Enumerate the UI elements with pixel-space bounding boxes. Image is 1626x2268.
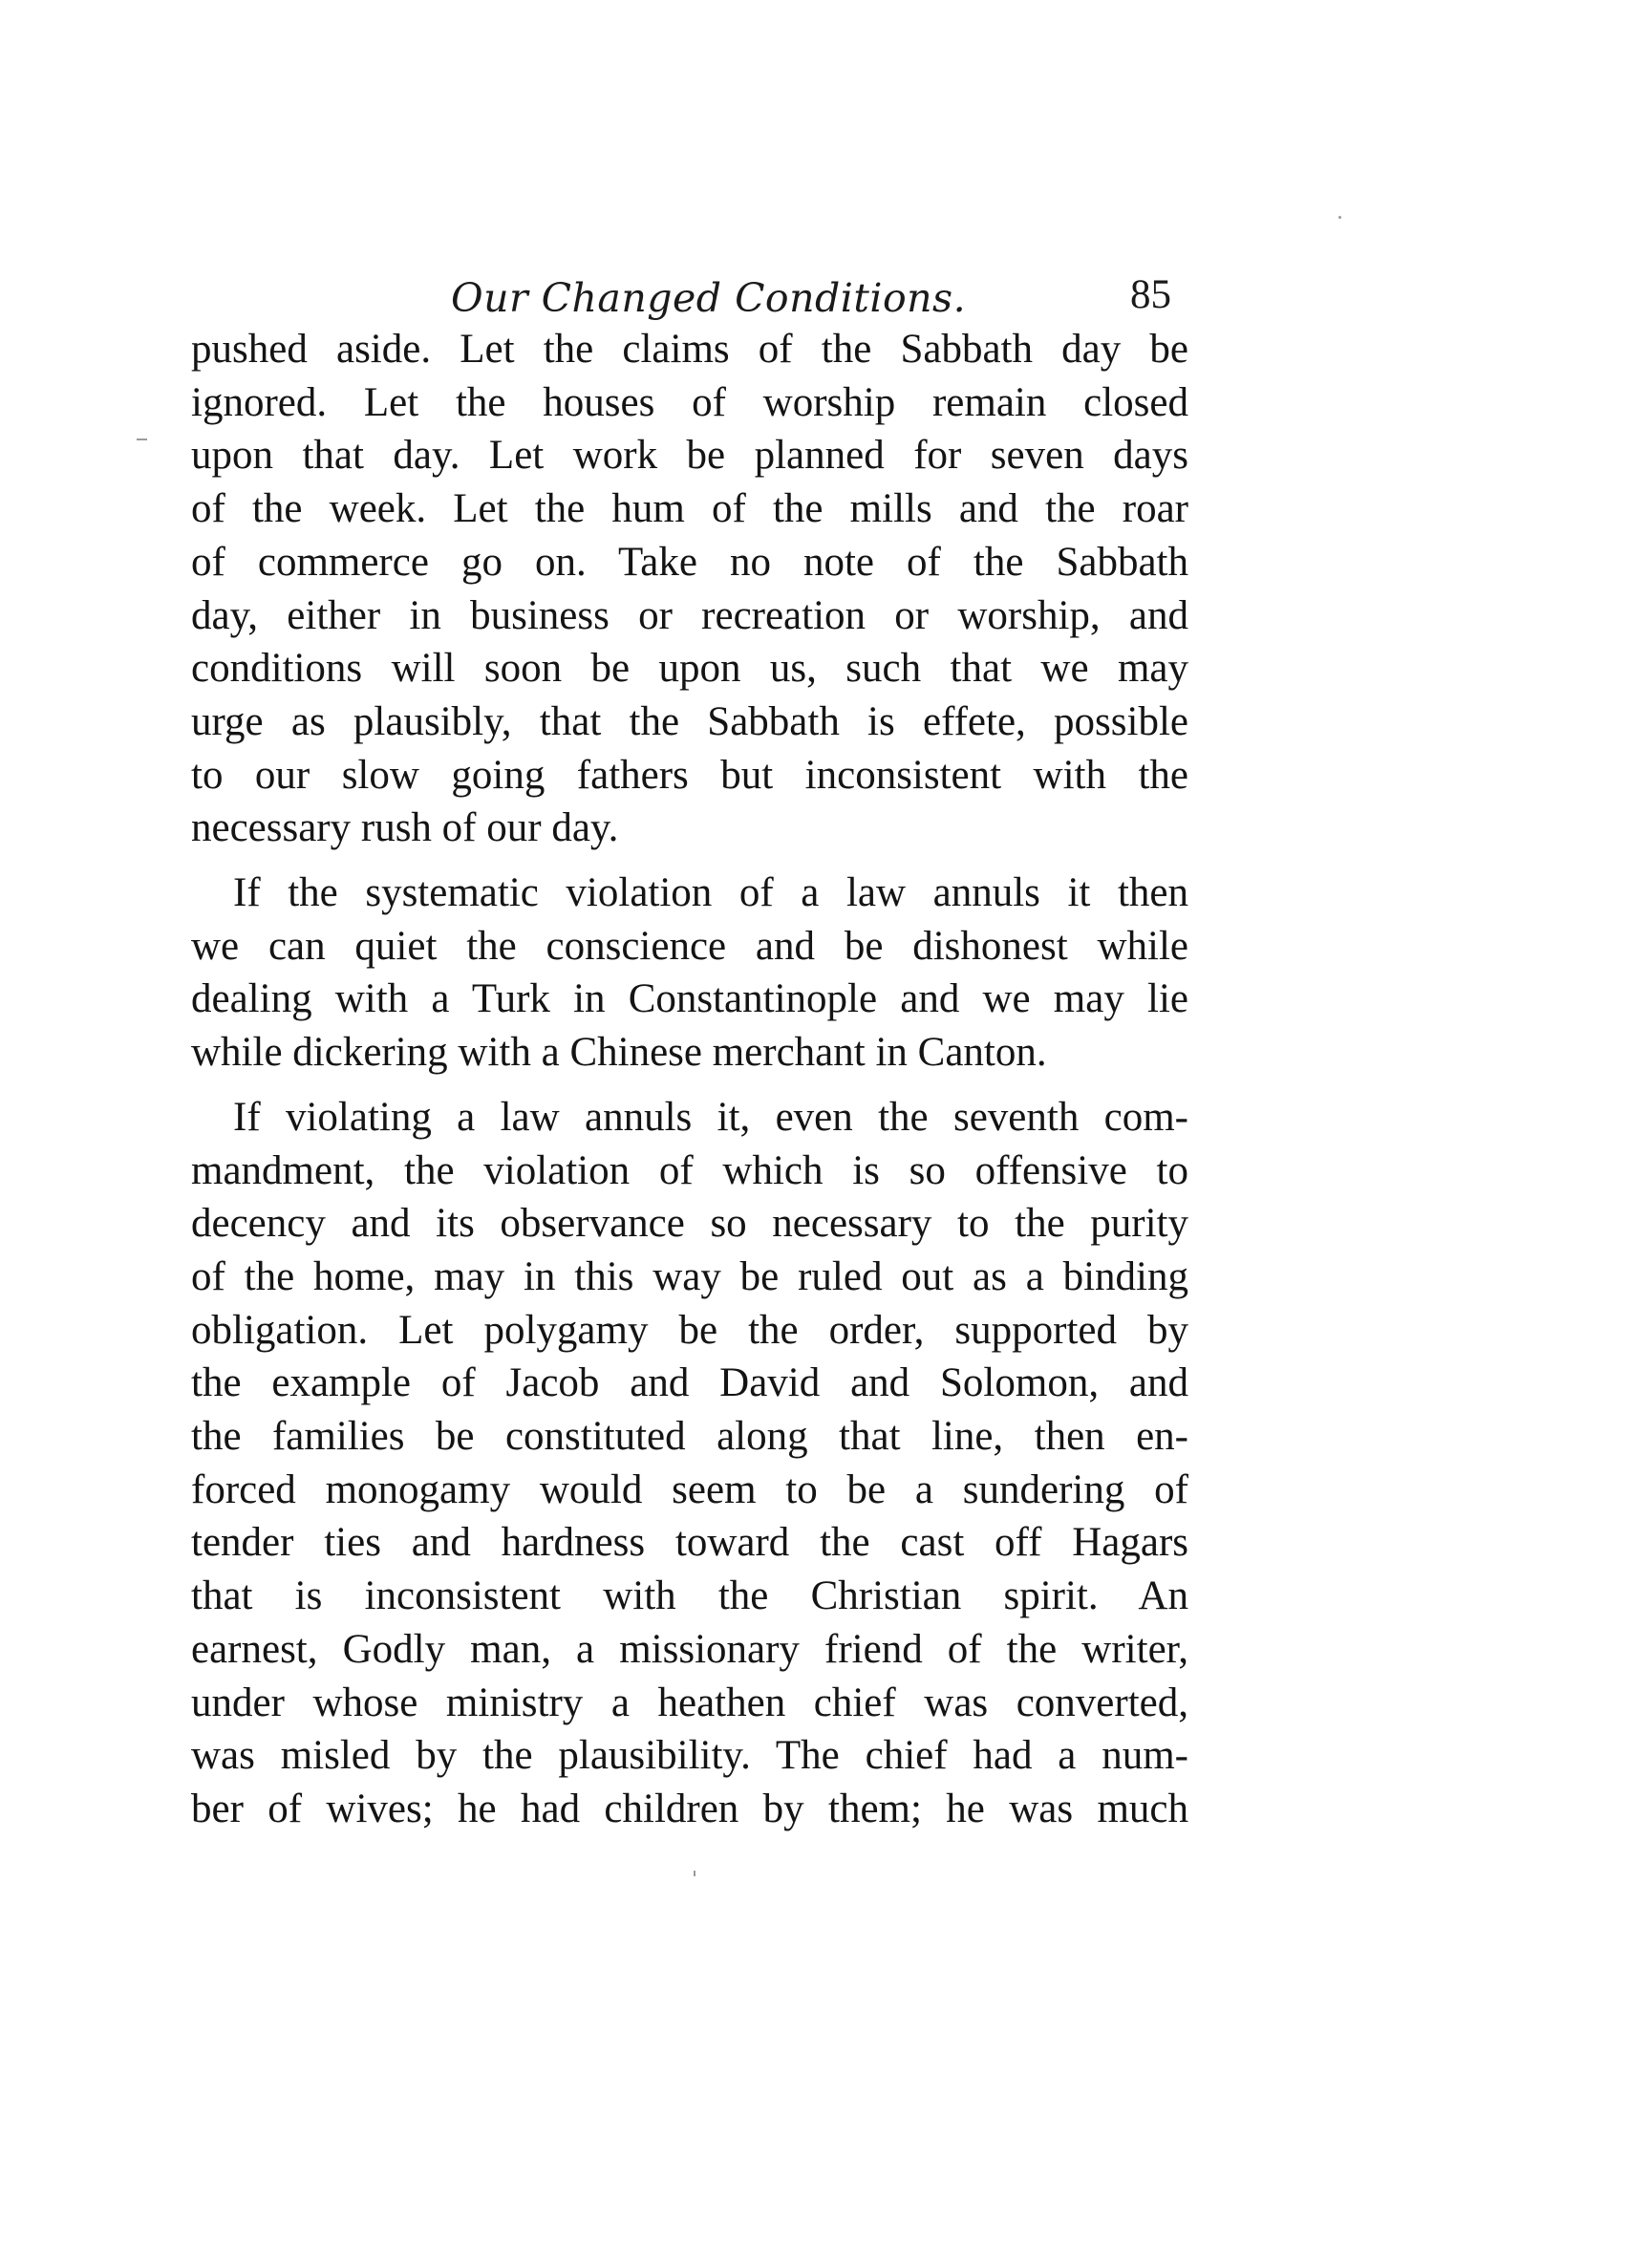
text-line: obligation. Let polygamy be the order, supported by	[191, 1307, 1188, 1353]
scan-speck	[1338, 216, 1341, 219]
text-line: decency and its observance so necessary to the purity	[191, 1201, 1188, 1247]
text-line: tender ties and hardness toward the cast off Hagars	[191, 1520, 1188, 1566]
text-line: forced monogamy would seem to be a sundering of	[191, 1466, 1188, 1512]
page-number: 85	[1130, 272, 1171, 317]
paragraph-gap	[191, 1080, 1188, 1091]
text-line: If the systematic violation of a law annuls it then	[233, 870, 1188, 916]
text-line: of the week. Let the hum of the mills and the roar	[191, 486, 1188, 532]
body-text	[191, 323, 1188, 1836]
text-line: pushed aside. Let the claims of the Sabbath day be	[191, 327, 1188, 372]
paragraph-3	[191, 1091, 1188, 1836]
text-line: earnest, Godly man, a missionary friend of the writer,	[191, 1626, 1188, 1672]
text-line: that is inconsistent with the Christian spirit. An	[191, 1573, 1188, 1619]
text-line: ignored. Let the houses of worship remain closed	[191, 379, 1188, 425]
text-line: upon that day. Let work be planned for seven days	[191, 433, 1188, 479]
scan-speck	[694, 1871, 695, 1876]
text-line: the example of Jacob and David and Solomon, and	[191, 1360, 1188, 1406]
running-title: Our Changed Conditions.	[451, 275, 967, 321]
text-line: we can quiet the conscience and be dishonest while	[191, 923, 1188, 969]
text-line: while dickering with a Chinese merchant in Canton.	[191, 1030, 1047, 1076]
text-line: conditions will soon be upon us, such that we may	[191, 646, 1188, 692]
text-line: the families be constituted along that line, then en-	[191, 1414, 1188, 1460]
text-line: ber of wives; he had children by them; he was much	[191, 1786, 1188, 1831]
text-line: If violating a law annuls it, even the seventh com-	[233, 1094, 1188, 1140]
text-line: was misled by the plausibility. The chief had a num-	[191, 1733, 1188, 1779]
paragraph-gap	[191, 855, 1188, 867]
margin-mark	[137, 439, 147, 440]
paragraph-1	[191, 323, 1188, 855]
text-line: necessary rush of our day.	[191, 805, 619, 851]
paragraph-2	[191, 867, 1188, 1080]
text-line: to our slow going fathers but inconsistent with the	[191, 752, 1188, 798]
text-line: urge as plausibly, that the Sabbath is effete, possible	[191, 698, 1188, 744]
text-line: dealing with a Turk in Constantinople and we may lie	[191, 976, 1188, 1022]
text-line: under whose ministry a heathen chief was converted,	[191, 1680, 1188, 1725]
text-line: of the home, may in this way be ruled out as a binding	[191, 1253, 1188, 1299]
text-line: mandment, the violation of which is so offensive to	[191, 1147, 1188, 1193]
text-line: of commerce go on. Take no note of the Sabbath	[191, 539, 1188, 585]
text-line: day, either in business or recreation or worship, and	[191, 592, 1188, 638]
